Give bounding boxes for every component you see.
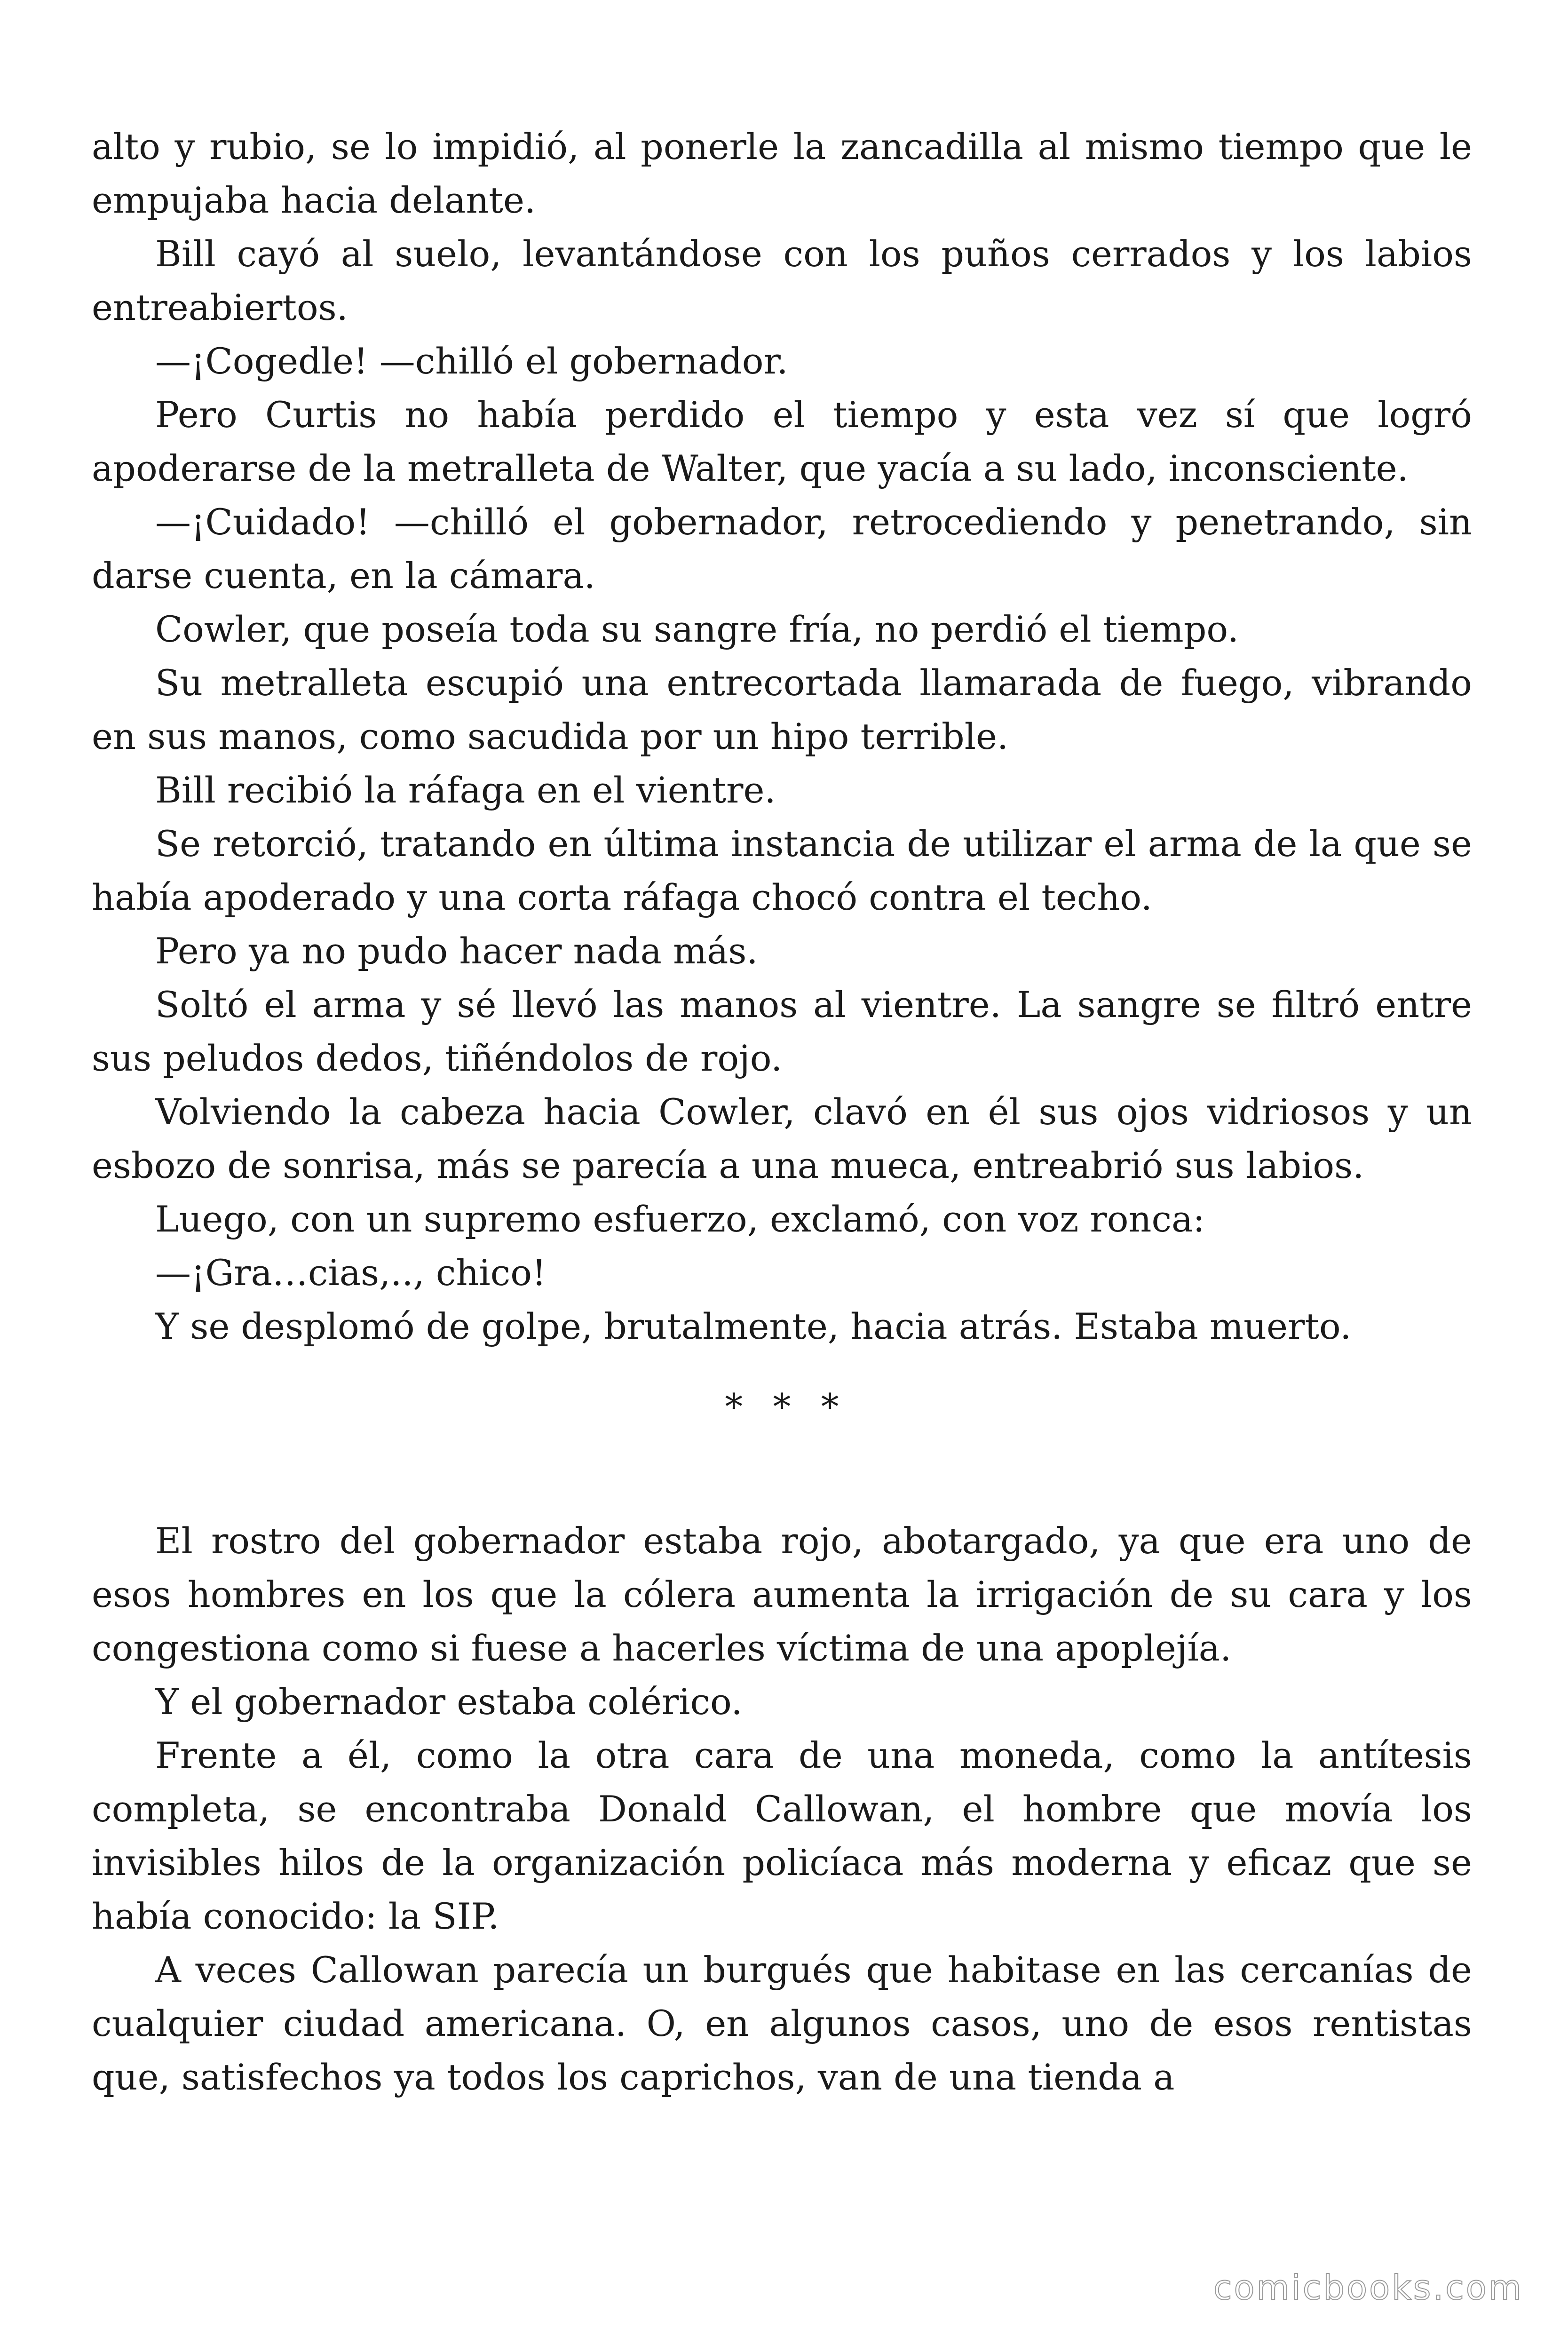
- paragraph: Pero Curtis no había perdido el tiempo y esta vez sí que logró apoderarse de la metralleta de Walter, que yacía a su lado, inconsciente.: [92, 394, 1472, 489]
- watermark: comicbooks.com: [1213, 2268, 1523, 2307]
- paragraph: alto y rubio, se lo impidió, al ponerle la zancadilla al mismo tiempo que le empujaba hacia delante.: [92, 126, 1472, 221]
- paragraph: —¡Cogedle! —chilló el gobernador.: [155, 340, 788, 382]
- paragraph: Pero ya no pudo hacer nada más.: [155, 930, 758, 972]
- paragraph: Su metralleta escupió una entrecortada llamarada de fuego, vibrando en sus manos, como sacudida por un hipo terrible.: [92, 662, 1472, 757]
- paragraph: Bill recibió la ráfaga en el vientre.: [155, 769, 776, 811]
- paragraph: Frente a él, como la otra cara de una moneda, como la antítesis completa, se encontraba Donald Callowan, el hombre que movía los invisibles hilos de la organización policíaca más moderna y eficaz que se había conocido: la SIP.: [92, 1734, 1472, 1937]
- paragraph: Se retorció, tratando en última instancia de utilizar el arma de la que se había apoderado y una corta ráfaga chocó contra el techo.: [92, 823, 1472, 918]
- paragraph: Cowler, que poseía toda su sangre fría, no perdió el tiempo.: [155, 608, 1239, 650]
- paragraph: Y el gobernador estaba colérico.: [155, 1681, 743, 1723]
- paragraph: Luego, con un supremo esfuerzo, exclamó, con voz ronca:: [155, 1198, 1205, 1240]
- paragraph: Y se desplomó de golpe, brutalmente, hacia atrás. Estaba muerto.: [155, 1305, 1352, 1347]
- paragraph: Soltó el arma y sé llevó las manos al vientre. La sangre se filtró entre sus peludos dedos, tiñéndolos de rojo.: [92, 984, 1472, 1079]
- scene-break: * * *: [725, 1386, 848, 1428]
- body-text: [92, 120, 1472, 2104]
- paragraph: Bill cayó al suelo, levantándose con los puños cerrados y los labios entreabiertos.: [92, 233, 1472, 328]
- paragraph: Volviendo la cabeza hacia Cowler, clavó en él sus ojos vidriosos y un esbozo de sonrisa, más se parecía a una mueca, entreabrió sus labios.: [92, 1091, 1472, 1186]
- paragraph: A veces Callowan parecía un burgués que habitase en las cercanías de cualquier ciudad americana. O, en algunos casos, uno de esos rentistas que, satisfechos ya todos los caprichos, van de una tienda a: [92, 1949, 1472, 2098]
- paragraph: El rostro del gobernador estaba rojo, abotargado, ya que era uno de esos hombres en los que la cólera aumenta la irrigación de su cara y los congestiona como si fuese a hacerles víctima de una apoplejía.: [92, 1520, 1472, 1669]
- paragraph: —¡Cuidado! —chilló el gobernador, retrocediendo y penetrando, sin darse cuenta, en la cámara.: [92, 501, 1472, 596]
- paragraph: —¡Gra…cias,.., chico!: [155, 1252, 546, 1294]
